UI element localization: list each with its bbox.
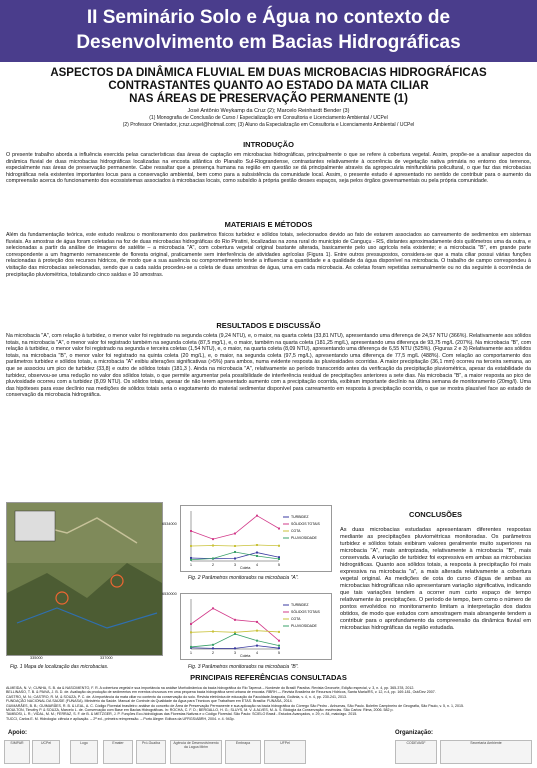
data-point bbox=[190, 623, 192, 625]
reference-item: MOULTON, Timothy P. & SOUZA, Marcelo L. de. Conservação com Base em Bacias Hidrográficas. In: ROCHA, C. F. D.; BERGALLO, H. G.; SLUYS, M. V. & ALVES, M. A. S. Biologia da Conservação: essências. São Carlos: Rima, 2006. 582 p. bbox=[6, 708, 394, 713]
x-tick-label: 3 bbox=[234, 651, 236, 655]
data-point bbox=[190, 559, 192, 561]
support-label: Apoio: bbox=[8, 730, 27, 736]
author-names: José Antônio Weykamp da Cruz (2); Marcelo Reinhardt Bender (3) bbox=[187, 108, 350, 114]
fig2-caption: Fig. 2 Parâmetros monitorados na microbacia "A". bbox=[188, 575, 299, 581]
logo-codevasf: CODEVASF bbox=[395, 740, 437, 764]
chart-b bbox=[181, 594, 331, 659]
location-map bbox=[6, 502, 163, 656]
logo-agencia: Agência de Desenvolvimento da Lagoa Mirim bbox=[170, 740, 222, 764]
logo-secretaria: Secretaria Ambiente bbox=[440, 740, 532, 764]
data-point bbox=[278, 647, 280, 649]
logo-ufpel: UFPel bbox=[264, 740, 306, 764]
data-point bbox=[278, 631, 280, 633]
data-point bbox=[212, 644, 214, 646]
x-tick-label: 1 bbox=[190, 651, 192, 655]
map-image bbox=[7, 503, 162, 655]
authors-block bbox=[0, 108, 537, 129]
legend-label: TURBIDEZ bbox=[291, 515, 309, 520]
intro-text: O presente trabalho aborda a influência exercida pelas características das áreas de captação em microbacias hidrográficas, principalmente o que se refere à cobertura vegetal. Assim, propõe-se a analisar aspectos da dinâmica fluvial de duas microbacias hidrográficas localizadas na encosta atlântica do Planalto Sul-Riograndense, contrastantes relativamente à ocorrência de vegetação nativa primária no entorno dos terrenos, especialmente nas áreas de preservação permanente. Cabe ressaltar que a presença humana na região em questão se dá principalmente através da agropecuária minifundiária policultural, o que faz das microbacias hidrográficas nela existentes importantes locus para a conservação ambiental, bem como para a subsistência da comunidade local. Assim, o presente estudo é apresentado no sentido de contribuir para o aumento da compreensão acerca do funcionamento dos ecossistemas associados à microbacias locais, como subsídio à própria gestão desses espaços, seja pelos órgãos governamentais ou pela própria comunidade. bbox=[6, 152, 531, 185]
reference-item: CASTRO, M. N.; CASTRO, R. M. & SOUZA, P. C. de. A importância da mata ciliar no contexto da conservação do solo. Revista eletrônica de educação da Faculdade Araguaia, Goiânia, v. 4, n. 4, pp. 230-241, 2013. bbox=[6, 694, 348, 699]
logo-proguaiba: Pró-Guaíba bbox=[136, 740, 166, 764]
reference-item: BELLINASO, T. B. & PAIVA, J. B. D. de. Avaliação da produção de sedimentos em eventos chuvosos em uma pequena bacia hidrográfica semi urbana de encosta. RBRH — Revista Brasileira de Recursos Hídricos, Santa Maria/RS, v. 12, n.4, pp. 169-181, Out/Dez 2007. bbox=[6, 690, 436, 695]
chart-axes bbox=[191, 599, 279, 649]
x-tick-label: 4 bbox=[256, 651, 258, 655]
map-tick-x2: 337000 bbox=[100, 656, 113, 660]
data-point bbox=[256, 621, 258, 623]
data-point bbox=[234, 633, 236, 635]
author-note-2: (2) Professor Orientador, jcruz.ucpel@hotmail.com; (3) Aluno da Especialização em Consultoria e Licenciamento Ambiental / UCPel bbox=[122, 122, 415, 128]
reference-item: GUIMARÃES, B. B.; GUIMARÃES, R. B. & LEAL, A. C. Código Florestal brasileiro: análise do conceito de Área de Preservação Permanente e sua aplicação na bacia hidrográfica do Córrego São Pedro - Anhumas, São Paulo. Boletim Campineiro de Geografia, São Paulo, v. 5, n. 1, 2015. bbox=[6, 703, 464, 708]
banner-line-2: Desenvolvimento em Bacias Hidrográficas bbox=[76, 32, 461, 53]
refs-heading: PRINCIPAIS REFERÊNCIAS CONSULTADAS bbox=[190, 673, 347, 682]
data-point bbox=[212, 647, 214, 649]
references-list bbox=[6, 686, 531, 721]
footer-logos bbox=[0, 728, 537, 768]
fig3-caption: Fig. 3 Parâmetros monitorados na microbacia "B". bbox=[188, 664, 299, 670]
data-point bbox=[212, 631, 214, 633]
data-point bbox=[278, 640, 280, 642]
reference-item: ALMEIDA, N. V.; CUNHA, S. B. da & NASCIMENTO, F. R. A cobertura vegetal e sua importância na análise Morfodinâmica da bacia hidrográfica do Rio Taperoá – Nordeste do Brasil/ Paraíba. Revista Geonorte, Edição especial, v. 3, n. 4, pp. 365-378, 2012. bbox=[6, 686, 415, 690]
data-point bbox=[190, 631, 192, 633]
data-point bbox=[190, 646, 192, 648]
data-point bbox=[234, 551, 236, 553]
map-tick-y1: 6534000 bbox=[162, 522, 177, 526]
legend-label: SÓLIDOS TOTAIS bbox=[291, 610, 320, 615]
x-tick-label: 5 bbox=[278, 651, 280, 655]
legend-label: COTA bbox=[291, 529, 301, 534]
intro-heading: INTRODUÇÃO bbox=[243, 140, 294, 149]
banner-line-1: II Seminário Solo e Água no contexto de bbox=[86, 7, 451, 28]
data-point bbox=[278, 545, 280, 547]
reference-item: TUCCI, Carlos E. M. Hidrologia: ciência e aplicação. – 2ª ed., primeira reimpressão. – Porto Alegre: Editora da UFRGS/ABRH, 2004. v. 4. 943p. bbox=[6, 716, 235, 721]
legend-label: COTA bbox=[291, 617, 301, 622]
logo-emater: Emater bbox=[103, 740, 133, 764]
conclusions-heading: CONCLUSÕES bbox=[409, 510, 462, 519]
data-point bbox=[190, 545, 192, 547]
results-heading: RESULTADOS E DISCUSSÃO bbox=[216, 321, 321, 330]
data-point bbox=[278, 645, 280, 647]
data-point bbox=[234, 647, 236, 649]
poster-title bbox=[0, 67, 537, 106]
series-line bbox=[191, 516, 279, 539]
chart-b-xlabel: Coleta bbox=[240, 654, 251, 658]
data-point bbox=[212, 607, 214, 609]
map-tick-y2: 6530000 bbox=[162, 592, 177, 596]
reference-item: TAMBOSI, L. R.; VIDAL, M. M.; FERRAZ, S. F. de B. & METZGER, J. P. Funções Eco-hidrológicas das Florestas Nativas e o Código Florestal. São Paulo: SCIELO Brasil - Estudos Avançados, v. 29, n. 84, maio/ago. 2015. bbox=[6, 712, 358, 717]
organization-label: Organização: bbox=[395, 730, 434, 736]
results-text: Na microbacia "A", com relação à turbidez, o menor valor foi registrado na segunda coleta (9,24 NTU), e, o maior, na quarta coleta (33,81 NTU), apresentando uma diferença de 24,57 NTU (366%). Relativamente aos sólidos totais, na microbacia "A", o menor valor foi registrado também na segunda coleta (87,5 mg/L), e, o maior, também na quarta coleta (181,25 mg/L), apresentando uma diferença de 93,75 mg/L (207%). Na microbacia "B", com relação à turbidez, o menor valor foi registrado na segunda e terceira coletas (1,54 NTU), e, o maior, na quarta coleta (8,09 NTU), apresentando uma diferença de 6,55 NTU (525%). (Figuras 2 e 3) Relativamente aos sólidos totais, na microbacia "B", o menor valor foi registrado na quinta coleta (20 mg/L), e, o maior, na segunda coleta (97,5 mg/L), apresentando uma diferença de 77,5 mg/L (488%). Com relação ao comportamento dos parâmetros turbidez e sólidos totais, a microbacia "A" exibiu alterações significativas (>5%) para ambos, numa evidente resposta às pluviosidades ocorridas. A maior precipitação (36,1 mm) ocorreu na terceira semana, ao que se associou um pico de turbidez (33,8) e outro de sólidos totais (181,3 ). Ainda na microbacia "A", relativamente ao período transcorrido antes da verificação da precipitação pluviométrica, apesar da estabilidade da turbidez, observou-se uma redução no valor dos sólidos totais, o que permite argumentar pela possibilidade de interferência residual de precipitações anteriores a sete dias. Na microbacia "B", a maior resposta ao pico de pluviosidade ocorreu com a turbidez (8,09 NTU). Os sólidos totais, apesar de não terem apresentado aumento com a precipitação ocorrida, exibiram importante declínio na última semana de monitoramento (20mg/l). Uma das hipóteses para esse declínio nas medições de sólidos totais seria o esgotamento do material sedimentar disponível para carreamento em resposta à precipitação ocorrida, o que se mostra plausível face ao estado de conservação da microbacia hidrográfica. bbox=[6, 333, 531, 399]
data-point bbox=[256, 515, 258, 517]
x-tick-label: 5 bbox=[278, 563, 280, 567]
title-line-1: ASPECTOS DA DINÂMICA FLUVIAL EM DUAS MICROBACIAS HIDROGRÁFICAS bbox=[50, 67, 487, 79]
map-tick-x1: 335000 bbox=[30, 656, 43, 660]
legend-label: SÓLIDOS TOTAIS bbox=[291, 522, 320, 527]
title-line-3: NAS ÁREAS DE PRESERVAÇÃO PERMANENTE (1) bbox=[129, 93, 408, 105]
methods-heading: MATERIAIS E MÉTODOS bbox=[224, 220, 313, 229]
legend-label: TURBIDEZ bbox=[291, 603, 309, 608]
data-point bbox=[234, 545, 236, 547]
title-line-2: CONTRASTANTES QUANTO AO ESTADO DA MATA CILIAR bbox=[108, 80, 429, 92]
data-point bbox=[212, 558, 214, 560]
series-line bbox=[191, 608, 279, 640]
x-tick-label: 4 bbox=[256, 563, 258, 567]
logo-3: Logo bbox=[70, 740, 98, 764]
data-point bbox=[256, 645, 258, 647]
reference-item: FUNDAÇÃO NACIONAL DA SAÚDE (FUNASA). Ministério da Saúde. Manual de Controle da Qualidade da Água para Técnicos que Trabalham em ETAS. Brasília: FUNASA, 2014. bbox=[6, 699, 293, 704]
data-point bbox=[256, 555, 258, 557]
conclusions-text: As duas microbacias estudadas apresentaram diferentes respostas mediante as precipitações pluviométricas monitoradas. Os parâmetros turbidez e sólidos totais exibiram valores geralmente muito superiores na microbacia "A", mais antropizada, relativamente à microbacia "B", mais conservada. A variação de turbidez foi expressiva em ambas as microbacias hidrográficas. Quanto aos sólidos totais, a resposta à precipitação foi mais expressiva na microbacia "a", a mais alterada relativamente a cobertura vegetal original. As medições de cota do curso d'água de ambas as microbacias hidrográficas não apresentaram variação significativa, indicando que tais variações tendem a ocorrer num curto espaço de tempo relativamente às precipitações. O período de tempo, bem como o número de pontos envolvidos no monitoramento limitam a interpretação dos dados obtidos, de modo que estudos com amostragem mais abrangente tendem a contribuir para o aprofundamento da compreensão da dinâmica fluvial em microbacias hidrográficas da região estudada. bbox=[340, 527, 531, 631]
data-point bbox=[256, 640, 258, 642]
methods-text: Além da fundamentação teórica, este estudo realizou o monitoramento dos parâmetros físicos turbidez e sólidos totais, selecionados devido ao fato de estarem associados ao carreamento de sedimentos em sistemas fluviais. As amostras de água foram coletadas na foz de duas microbacias hidrográficas do Rio Piratini, localizadas na zona rural do município de Canguçu - RS, distantes aproximadamente dois quilômetros uma da outra, e selecionadas a partir da análise de imagens de satélite – a microbacia "A", com cobertura vegetal original bastante alterada, basicamente pelo uso agrícola nela existente; e a microbacia "B", em grande parte correspondente a um fragmento remanescente de floresta original, praticamente sem interferência de atividades agrícolas (Figura 1). Entre outros pressupostos, considera-se que a mata ciliar possui várias funções relacionadas à proteção dos recursos hídricos, de modo que a sua ausência ou comprometimento tende a influenciar a quantidade e a qualidade da água disponível na microbacia. O trabalho de campo correspondeu à visitação das microbacias selecionadas, sendo que a cada saída procedeu-se a coleta de duas amostras de água, uma em cada microbacia. As coletas foram repetidas semanalmente ou no dia seguinte à ocorrência de precipitação pluviométrica, totalizando cinco saídas e 10 amostras. bbox=[6, 232, 531, 278]
data-point bbox=[234, 558, 236, 560]
logo-ucpel: UCPel bbox=[32, 740, 60, 764]
chart-b-box bbox=[180, 593, 332, 660]
chart-a bbox=[181, 506, 331, 571]
data-point bbox=[234, 533, 236, 535]
data-point bbox=[190, 530, 192, 532]
series-line bbox=[191, 634, 279, 647]
data-point bbox=[234, 619, 236, 621]
data-point bbox=[278, 556, 280, 558]
data-point bbox=[212, 545, 214, 547]
chart-a-xlabel: Coleta bbox=[240, 566, 251, 570]
data-point bbox=[190, 557, 192, 559]
data-point bbox=[256, 630, 258, 632]
x-tick-label: 3 bbox=[234, 563, 236, 567]
chart-a-box bbox=[180, 505, 332, 572]
x-tick-label: 1 bbox=[190, 563, 192, 567]
data-point bbox=[256, 544, 258, 546]
fig1-caption: Fig. 1 Mapa de localização das microbacias. bbox=[10, 664, 109, 670]
data-point bbox=[278, 528, 280, 530]
event-banner bbox=[0, 0, 537, 62]
data-point bbox=[212, 538, 214, 540]
x-tick-label: 2 bbox=[212, 563, 214, 567]
logo-simpar: SIMPAR bbox=[4, 740, 30, 764]
x-tick-label: 2 bbox=[212, 651, 214, 655]
logo-embrapa: Embrapa bbox=[225, 740, 261, 764]
data-point bbox=[256, 552, 258, 554]
legend-label: PLUVIOSIDADE bbox=[291, 536, 317, 541]
author-note-1: (1) Monografia de Conclusão de Curso / Especialização em Consultoria e Licenciamento Ambiental / UCPel bbox=[149, 115, 388, 121]
data-point bbox=[278, 558, 280, 560]
legend-label: PLUVIOSIDADE bbox=[291, 624, 317, 629]
